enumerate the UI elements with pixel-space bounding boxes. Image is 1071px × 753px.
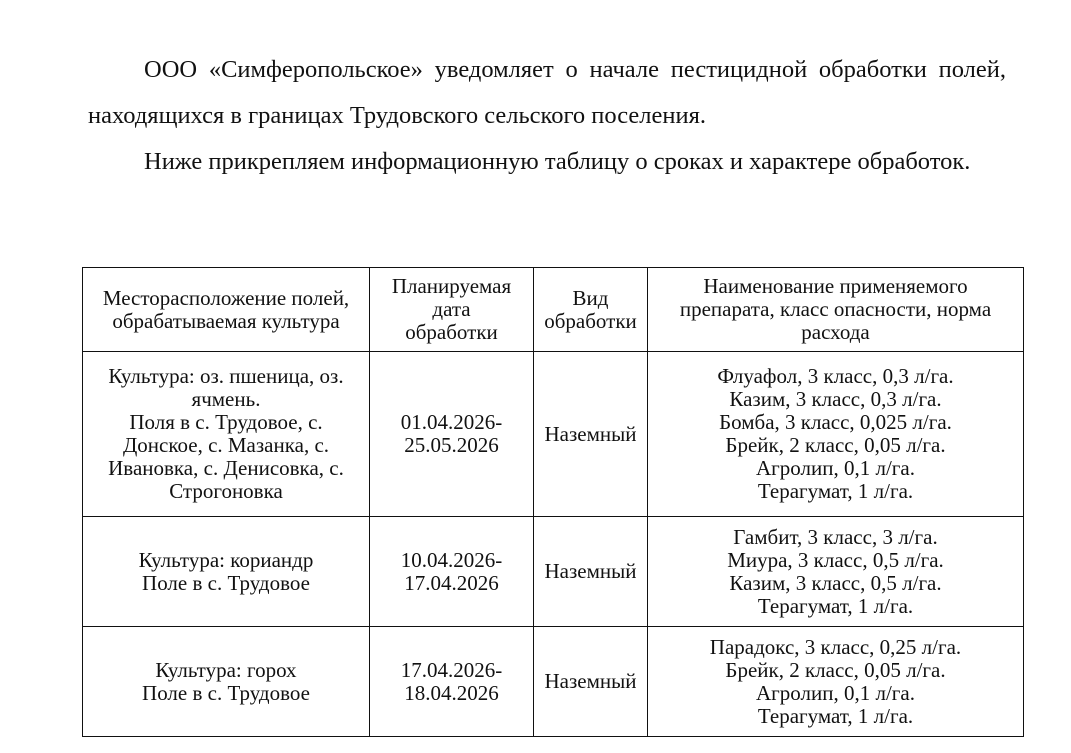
row-product-cell: [648, 627, 1024, 737]
location-line: Строгоновка: [169, 479, 283, 503]
header-type: Вид обработки: [534, 268, 648, 352]
date-end: 17.04.2026: [404, 570, 499, 595]
location-line: Культура: горох: [155, 657, 297, 682]
row-date-cell: [370, 627, 534, 737]
row-date-cell: [370, 517, 534, 627]
date-end: 25.05.2026: [404, 433, 499, 457]
date-start: 01.04.2026-: [400, 410, 503, 434]
date-start: 10.04.2026-: [400, 547, 503, 572]
treatment-table: [82, 267, 1024, 737]
row-type-cell: Наземный: [534, 517, 648, 627]
product-line: Гамбит, 3 класс, 3 л/га.: [733, 524, 938, 549]
product-line: Терагумат, 1 л/га.: [757, 703, 914, 728]
intro-paragraph-1: [88, 47, 1006, 139]
row-date-cell: [370, 352, 534, 517]
row-type-cell: Наземный: [534, 627, 648, 737]
product-line: Агролип, 0,1 л/га.: [756, 680, 915, 705]
table-row: [83, 352, 1024, 517]
product-line: Флуафол, 3 класс, 0,3 л/га.: [717, 364, 954, 388]
product-line: Агролип, 0,1 л/га.: [756, 456, 915, 480]
product-line: Терагумат, 1 л/га.: [757, 479, 914, 503]
header-product: Наименование применяемого препарата, класс опасности, норма расхода: [648, 268, 1024, 352]
table-header-row: [83, 268, 1024, 352]
table-row: [83, 517, 1024, 627]
product-line: Казим, 3 класс, 0,5 л/га.: [729, 570, 942, 595]
product-line: Миура, 3 класс, 0,5 л/га.: [727, 547, 944, 572]
location-line: Поля в с. Трудовое, с.: [129, 410, 323, 434]
location-line: Донское, с. Мазанка, с.: [122, 433, 330, 457]
product-line: Казим, 3 класс, 0,3 л/га.: [729, 387, 942, 411]
location-line: Поле в с. Трудовое: [142, 680, 310, 705]
row-location-cell: [83, 627, 370, 737]
product-line: Брейк, 2 класс, 0,05 л/га.: [725, 433, 946, 457]
location-line: ячмень.: [191, 387, 261, 411]
row-product-cell: [648, 352, 1024, 517]
header-date: Планируемая дата обработки: [370, 268, 534, 352]
product-line: Бомба, 3 класс, 0,025 л/га.: [719, 410, 952, 434]
location-line: Ивановка, с. Денисовка, с.: [108, 456, 344, 480]
intro-paragraph-2: [88, 139, 1006, 185]
location-line: Поле в с. Трудовое: [142, 570, 310, 595]
date-start: 17.04.2026-: [400, 657, 503, 682]
row-location-cell: [83, 517, 370, 627]
intro-paragraph-2-text: Ниже прикрепляем информационную таблицу о сроках и характере обработок.: [144, 148, 971, 175]
date-end: 18.04.2026: [404, 680, 499, 705]
product-line: Терагумат, 1 л/га.: [757, 593, 914, 618]
row-product-cell: [648, 517, 1024, 627]
row-type-cell: Наземный: [534, 352, 648, 517]
location-line: Культура: кориандр: [138, 547, 314, 572]
table-row: [83, 627, 1024, 737]
intro-paragraph-1-text: ООО «Симферопольское» уведомляет о начале пестицидной обработки полей, находящихся в границах Трудовского сельского поселения.: [88, 56, 1006, 129]
row-location-cell: [83, 352, 370, 517]
product-line: Парадокс, 3 класс, 0,25 л/га.: [709, 634, 962, 659]
product-line: Брейк, 2 класс, 0,05 л/га.: [725, 657, 946, 682]
header-location: Месторасположение полей, обрабатываемая культура: [83, 268, 370, 352]
location-line: Культура: оз. пшеница, оз.: [108, 364, 344, 388]
